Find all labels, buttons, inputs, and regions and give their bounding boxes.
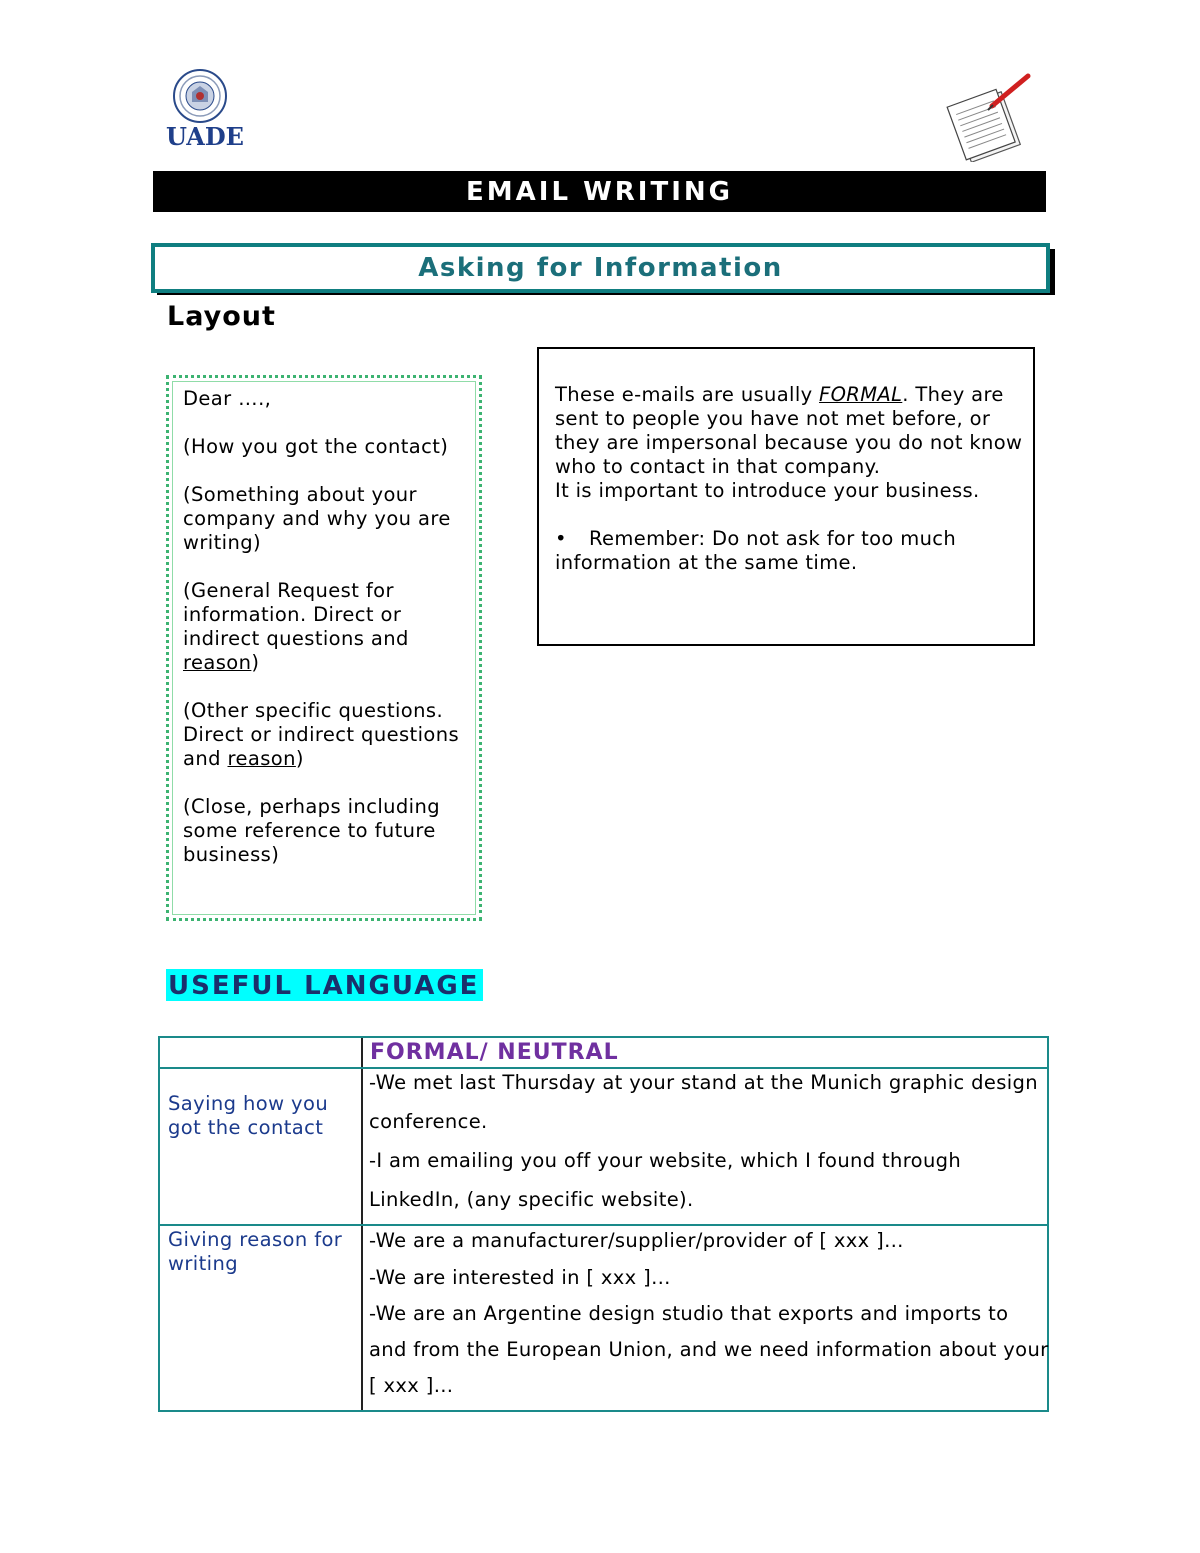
layout-heading: Layout [167, 301, 276, 332]
useful-language-table [158, 1036, 1049, 1412]
formal-info-text [555, 383, 1025, 575]
row-label-contact: Saying how you got the contact [168, 1092, 329, 1139]
formal-info-box [537, 347, 1035, 646]
phrase-item: -We are an Argentine design studio that exports and imports to and from the European Union, and we need information about your [ xxx ]… [369, 1302, 1049, 1397]
column-header-formal: FORMAL/ NEUTRAL [370, 1040, 619, 1065]
reason-underline: reason [183, 651, 252, 674]
phrase-item: -We are a manufacturer/supplier/provider of [ xxx ]… [369, 1229, 904, 1252]
table-cell-reason [369, 1222, 1049, 1404]
layout-line-company: (Something about your company and why you are writing) [183, 483, 451, 554]
layout-line-specific-questions: (Other specific questions. Direct or indirect questions and reason) [183, 699, 460, 770]
page-title: EMAIL WRITING [466, 176, 733, 207]
bullet-icon: • [555, 527, 567, 550]
title-banner [153, 171, 1046, 212]
uade-logo [160, 68, 244, 152]
email-layout-box [166, 375, 482, 921]
page-subtitle: Asking for Information [418, 253, 783, 283]
phrase-item: -I am emailing you off your website, which I found through LinkedIn, (any specific website). [369, 1149, 962, 1211]
layout-line-close: (Close, perhaps including some reference to future business) [183, 795, 441, 866]
row-label-reason: Giving reason for writing [168, 1228, 343, 1275]
university-seal-icon [172, 68, 228, 124]
reason-underline: reason [227, 747, 296, 770]
info-paragraph: These e-mails are usually FORMAL. They are sent to people you have not met before, or they are impersonal because you do not know who to contact in that company. [555, 383, 1023, 478]
useful-language-heading: USEFUL LANGUAGE [166, 969, 483, 1001]
layout-line-general-request: (General Request for information. Direct or indirect questions and reason) [183, 579, 409, 674]
email-layout-lines [183, 387, 483, 891]
table-cell-contact [369, 1063, 1049, 1219]
phrase-item: -We are interested in [ xxx ]… [369, 1266, 671, 1289]
notepad-pen-icon [940, 70, 1036, 162]
logo-wordmark: UADE [166, 122, 244, 151]
layout-line-greeting: Dear …., [183, 387, 272, 410]
layout-line-contact: (How you got the contact) [183, 435, 449, 458]
info-introduce-line: It is important to introduce your business. [555, 479, 980, 502]
subtitle-banner [151, 243, 1050, 293]
formal-emphasis: FORMAL [819, 383, 903, 406]
phrase-item: -We met last Thursday at your stand at the Munich graphic design conference. [369, 1071, 1038, 1133]
info-reminder: • Remember: Do not ask for too much information at the same time. [555, 527, 957, 574]
